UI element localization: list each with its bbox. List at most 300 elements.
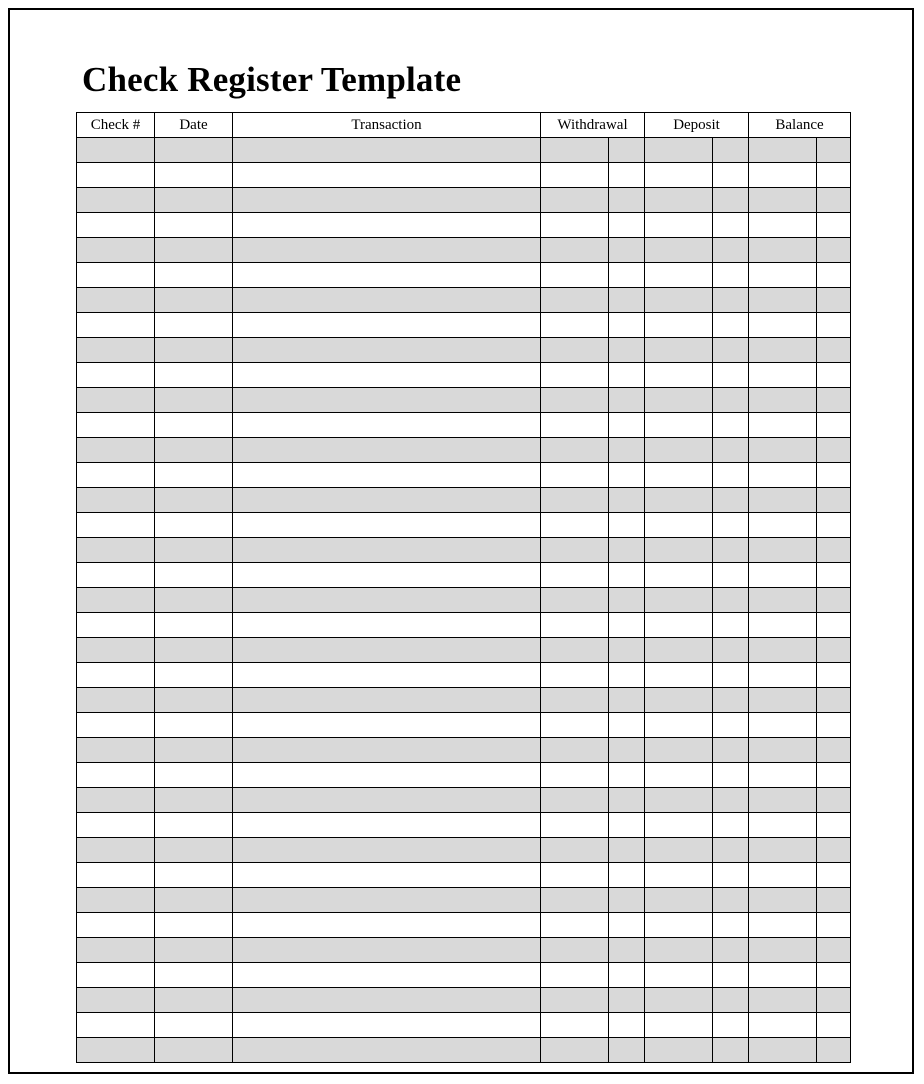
cell-deposit-dollars[interactable] [645, 588, 713, 613]
cell-balance-cents[interactable] [817, 263, 851, 288]
cell-transaction[interactable] [233, 138, 541, 163]
cell-date[interactable] [155, 538, 233, 563]
cell-date[interactable] [155, 763, 233, 788]
cell-withdrawal-dollars[interactable] [541, 913, 609, 938]
cell-deposit-dollars[interactable] [645, 738, 713, 763]
cell-deposit-dollars[interactable] [645, 963, 713, 988]
cell-check-number[interactable] [77, 713, 155, 738]
cell-withdrawal-dollars[interactable] [541, 638, 609, 663]
cell-withdrawal-cents[interactable] [609, 438, 645, 463]
cell-deposit-cents[interactable] [713, 338, 749, 363]
cell-withdrawal-dollars[interactable] [541, 338, 609, 363]
cell-deposit-dollars[interactable] [645, 288, 713, 313]
cell-balance-dollars[interactable] [749, 663, 817, 688]
cell-balance-dollars[interactable] [749, 388, 817, 413]
cell-transaction[interactable] [233, 738, 541, 763]
cell-balance-cents[interactable] [817, 388, 851, 413]
cell-deposit-dollars[interactable] [645, 1013, 713, 1038]
cell-transaction[interactable] [233, 263, 541, 288]
cell-date[interactable] [155, 988, 233, 1013]
cell-transaction[interactable] [233, 1038, 541, 1063]
cell-withdrawal-cents[interactable] [609, 563, 645, 588]
cell-deposit-cents[interactable] [713, 688, 749, 713]
cell-withdrawal-cents[interactable] [609, 1038, 645, 1063]
cell-check-number[interactable] [77, 963, 155, 988]
cell-check-number[interactable] [77, 188, 155, 213]
cell-check-number[interactable] [77, 788, 155, 813]
cell-balance-dollars[interactable] [749, 1013, 817, 1038]
cell-balance-cents[interactable] [817, 188, 851, 213]
cell-withdrawal-dollars[interactable] [541, 738, 609, 763]
cell-deposit-cents[interactable] [713, 288, 749, 313]
cell-balance-cents[interactable] [817, 663, 851, 688]
cell-deposit-cents[interactable] [713, 188, 749, 213]
cell-date[interactable] [155, 213, 233, 238]
cell-transaction[interactable] [233, 388, 541, 413]
cell-deposit-dollars[interactable] [645, 838, 713, 863]
cell-withdrawal-cents[interactable] [609, 488, 645, 513]
cell-transaction[interactable] [233, 613, 541, 638]
cell-balance-cents[interactable] [817, 838, 851, 863]
cell-transaction[interactable] [233, 188, 541, 213]
cell-balance-cents[interactable] [817, 913, 851, 938]
cell-deposit-cents[interactable] [713, 613, 749, 638]
cell-balance-cents[interactable] [817, 213, 851, 238]
cell-deposit-cents[interactable] [713, 513, 749, 538]
cell-balance-dollars[interactable] [749, 438, 817, 463]
cell-withdrawal-cents[interactable] [609, 838, 645, 863]
cell-withdrawal-dollars[interactable] [541, 363, 609, 388]
cell-withdrawal-dollars[interactable] [541, 863, 609, 888]
cell-check-number[interactable] [77, 588, 155, 613]
cell-date[interactable] [155, 813, 233, 838]
cell-balance-dollars[interactable] [749, 163, 817, 188]
cell-transaction[interactable] [233, 438, 541, 463]
cell-balance-dollars[interactable] [749, 363, 817, 388]
cell-withdrawal-cents[interactable] [609, 588, 645, 613]
cell-withdrawal-cents[interactable] [609, 938, 645, 963]
cell-transaction[interactable] [233, 338, 541, 363]
cell-withdrawal-dollars[interactable] [541, 488, 609, 513]
cell-balance-dollars[interactable] [749, 463, 817, 488]
cell-date[interactable] [155, 338, 233, 363]
cell-date[interactable] [155, 938, 233, 963]
cell-withdrawal-dollars[interactable] [541, 713, 609, 738]
cell-deposit-cents[interactable] [713, 838, 749, 863]
cell-balance-dollars[interactable] [749, 138, 817, 163]
cell-check-number[interactable] [77, 463, 155, 488]
cell-deposit-dollars[interactable] [645, 188, 713, 213]
cell-withdrawal-dollars[interactable] [541, 888, 609, 913]
cell-deposit-cents[interactable] [713, 163, 749, 188]
cell-check-number[interactable] [77, 1038, 155, 1063]
cell-date[interactable] [155, 138, 233, 163]
cell-date[interactable] [155, 263, 233, 288]
cell-deposit-dollars[interactable] [645, 788, 713, 813]
cell-balance-cents[interactable] [817, 888, 851, 913]
cell-transaction[interactable] [233, 913, 541, 938]
cell-deposit-cents[interactable] [713, 213, 749, 238]
cell-balance-cents[interactable] [817, 538, 851, 563]
cell-deposit-dollars[interactable] [645, 988, 713, 1013]
cell-deposit-cents[interactable] [713, 363, 749, 388]
cell-date[interactable] [155, 388, 233, 413]
cell-balance-dollars[interactable] [749, 213, 817, 238]
cell-deposit-cents[interactable] [713, 963, 749, 988]
cell-date[interactable] [155, 438, 233, 463]
cell-balance-cents[interactable] [817, 963, 851, 988]
cell-deposit-cents[interactable] [713, 1013, 749, 1038]
cell-transaction[interactable] [233, 238, 541, 263]
cell-transaction[interactable] [233, 588, 541, 613]
cell-balance-cents[interactable] [817, 788, 851, 813]
cell-check-number[interactable] [77, 438, 155, 463]
cell-withdrawal-cents[interactable] [609, 988, 645, 1013]
cell-withdrawal-cents[interactable] [609, 413, 645, 438]
cell-check-number[interactable] [77, 138, 155, 163]
cell-withdrawal-dollars[interactable] [541, 838, 609, 863]
cell-withdrawal-cents[interactable] [609, 663, 645, 688]
cell-deposit-dollars[interactable] [645, 563, 713, 588]
cell-deposit-dollars[interactable] [645, 388, 713, 413]
cell-balance-cents[interactable] [817, 688, 851, 713]
cell-date[interactable] [155, 463, 233, 488]
cell-check-number[interactable] [77, 663, 155, 688]
cell-check-number[interactable] [77, 1013, 155, 1038]
cell-check-number[interactable] [77, 538, 155, 563]
cell-withdrawal-cents[interactable] [609, 713, 645, 738]
cell-balance-dollars[interactable] [749, 263, 817, 288]
cell-transaction[interactable] [233, 463, 541, 488]
cell-withdrawal-dollars[interactable] [541, 688, 609, 713]
cell-balance-cents[interactable] [817, 513, 851, 538]
cell-deposit-cents[interactable] [713, 738, 749, 763]
cell-balance-cents[interactable] [817, 313, 851, 338]
cell-balance-cents[interactable] [817, 1013, 851, 1038]
cell-check-number[interactable] [77, 613, 155, 638]
cell-check-number[interactable] [77, 838, 155, 863]
cell-balance-dollars[interactable] [749, 963, 817, 988]
cell-balance-dollars[interactable] [749, 563, 817, 588]
cell-balance-dollars[interactable] [749, 188, 817, 213]
cell-withdrawal-cents[interactable] [609, 638, 645, 663]
cell-check-number[interactable] [77, 863, 155, 888]
cell-date[interactable] [155, 788, 233, 813]
cell-balance-dollars[interactable] [749, 738, 817, 763]
cell-check-number[interactable] [77, 413, 155, 438]
cell-deposit-cents[interactable] [713, 563, 749, 588]
cell-date[interactable] [155, 738, 233, 763]
cell-deposit-cents[interactable] [713, 638, 749, 663]
cell-deposit-cents[interactable] [713, 488, 749, 513]
cell-deposit-cents[interactable] [713, 938, 749, 963]
cell-balance-dollars[interactable] [749, 763, 817, 788]
cell-withdrawal-dollars[interactable] [541, 663, 609, 688]
cell-deposit-dollars[interactable] [645, 213, 713, 238]
cell-withdrawal-dollars[interactable] [541, 388, 609, 413]
cell-date[interactable] [155, 688, 233, 713]
cell-balance-dollars[interactable] [749, 813, 817, 838]
cell-deposit-cents[interactable] [713, 863, 749, 888]
cell-balance-cents[interactable] [817, 338, 851, 363]
cell-balance-cents[interactable] [817, 638, 851, 663]
cell-balance-cents[interactable] [817, 438, 851, 463]
cell-deposit-dollars[interactable] [645, 138, 713, 163]
cell-deposit-cents[interactable] [713, 138, 749, 163]
cell-transaction[interactable] [233, 663, 541, 688]
cell-transaction[interactable] [233, 863, 541, 888]
cell-check-number[interactable] [77, 513, 155, 538]
cell-balance-dollars[interactable] [749, 513, 817, 538]
cell-check-number[interactable] [77, 638, 155, 663]
cell-transaction[interactable] [233, 288, 541, 313]
cell-deposit-dollars[interactable] [645, 688, 713, 713]
cell-withdrawal-cents[interactable] [609, 513, 645, 538]
cell-date[interactable] [155, 913, 233, 938]
cell-transaction[interactable] [233, 563, 541, 588]
cell-withdrawal-dollars[interactable] [541, 538, 609, 563]
cell-deposit-dollars[interactable] [645, 938, 713, 963]
cell-withdrawal-cents[interactable] [609, 888, 645, 913]
cell-balance-dollars[interactable] [749, 913, 817, 938]
cell-date[interactable] [155, 588, 233, 613]
cell-deposit-cents[interactable] [713, 438, 749, 463]
cell-withdrawal-cents[interactable] [609, 163, 645, 188]
cell-balance-cents[interactable] [817, 813, 851, 838]
cell-check-number[interactable] [77, 313, 155, 338]
cell-deposit-cents[interactable] [713, 413, 749, 438]
cell-date[interactable] [155, 188, 233, 213]
cell-withdrawal-dollars[interactable] [541, 588, 609, 613]
cell-deposit-dollars[interactable] [645, 463, 713, 488]
cell-balance-cents[interactable] [817, 563, 851, 588]
cell-deposit-cents[interactable] [713, 713, 749, 738]
cell-withdrawal-dollars[interactable] [541, 963, 609, 988]
cell-check-number[interactable] [77, 488, 155, 513]
cell-balance-dollars[interactable] [749, 1038, 817, 1063]
cell-balance-cents[interactable] [817, 588, 851, 613]
cell-balance-dollars[interactable] [749, 313, 817, 338]
cell-balance-dollars[interactable] [749, 588, 817, 613]
cell-check-number[interactable] [77, 263, 155, 288]
cell-date[interactable] [155, 638, 233, 663]
cell-withdrawal-dollars[interactable] [541, 513, 609, 538]
cell-withdrawal-dollars[interactable] [541, 188, 609, 213]
cell-withdrawal-dollars[interactable] [541, 263, 609, 288]
cell-deposit-dollars[interactable] [645, 538, 713, 563]
cell-withdrawal-cents[interactable] [609, 288, 645, 313]
cell-deposit-dollars[interactable] [645, 163, 713, 188]
cell-check-number[interactable] [77, 888, 155, 913]
cell-balance-cents[interactable] [817, 163, 851, 188]
cell-deposit-cents[interactable] [713, 538, 749, 563]
cell-withdrawal-cents[interactable] [609, 138, 645, 163]
cell-balance-cents[interactable] [817, 763, 851, 788]
cell-deposit-dollars[interactable] [645, 888, 713, 913]
cell-date[interactable] [155, 1013, 233, 1038]
cell-deposit-cents[interactable] [713, 913, 749, 938]
cell-withdrawal-dollars[interactable] [541, 788, 609, 813]
cell-deposit-cents[interactable] [713, 763, 749, 788]
cell-transaction[interactable] [233, 963, 541, 988]
cell-balance-cents[interactable] [817, 988, 851, 1013]
cell-withdrawal-cents[interactable] [609, 263, 645, 288]
cell-check-number[interactable] [77, 938, 155, 963]
cell-check-number[interactable] [77, 213, 155, 238]
cell-balance-cents[interactable] [817, 863, 851, 888]
cell-check-number[interactable] [77, 163, 155, 188]
cell-withdrawal-cents[interactable] [609, 763, 645, 788]
cell-transaction[interactable] [233, 1013, 541, 1038]
cell-deposit-dollars[interactable] [645, 913, 713, 938]
cell-withdrawal-cents[interactable] [609, 688, 645, 713]
cell-balance-dollars[interactable] [749, 988, 817, 1013]
cell-balance-cents[interactable] [817, 363, 851, 388]
cell-balance-cents[interactable] [817, 713, 851, 738]
cell-balance-dollars[interactable] [749, 488, 817, 513]
cell-check-number[interactable] [77, 688, 155, 713]
cell-transaction[interactable] [233, 988, 541, 1013]
cell-balance-cents[interactable] [817, 463, 851, 488]
cell-transaction[interactable] [233, 538, 541, 563]
cell-deposit-dollars[interactable] [645, 813, 713, 838]
cell-balance-dollars[interactable] [749, 888, 817, 913]
cell-transaction[interactable] [233, 313, 541, 338]
cell-withdrawal-dollars[interactable] [541, 1013, 609, 1038]
cell-deposit-dollars[interactable] [645, 613, 713, 638]
cell-check-number[interactable] [77, 813, 155, 838]
cell-withdrawal-cents[interactable] [609, 538, 645, 563]
cell-withdrawal-cents[interactable] [609, 913, 645, 938]
cell-deposit-dollars[interactable] [645, 763, 713, 788]
cell-date[interactable] [155, 563, 233, 588]
cell-check-number[interactable] [77, 338, 155, 363]
cell-deposit-dollars[interactable] [645, 438, 713, 463]
cell-withdrawal-dollars[interactable] [541, 463, 609, 488]
cell-balance-dollars[interactable] [749, 713, 817, 738]
cell-transaction[interactable] [233, 813, 541, 838]
cell-withdrawal-cents[interactable] [609, 813, 645, 838]
cell-date[interactable] [155, 863, 233, 888]
cell-withdrawal-dollars[interactable] [541, 438, 609, 463]
cell-deposit-dollars[interactable] [645, 263, 713, 288]
cell-deposit-dollars[interactable] [645, 513, 713, 538]
cell-withdrawal-dollars[interactable] [541, 163, 609, 188]
cell-check-number[interactable] [77, 388, 155, 413]
cell-balance-dollars[interactable] [749, 688, 817, 713]
cell-withdrawal-dollars[interactable] [541, 288, 609, 313]
cell-balance-dollars[interactable] [749, 863, 817, 888]
cell-deposit-cents[interactable] [713, 388, 749, 413]
cell-transaction[interactable] [233, 213, 541, 238]
cell-transaction[interactable] [233, 413, 541, 438]
cell-deposit-cents[interactable] [713, 238, 749, 263]
cell-date[interactable] [155, 363, 233, 388]
cell-balance-dollars[interactable] [749, 638, 817, 663]
cell-withdrawal-dollars[interactable] [541, 313, 609, 338]
cell-deposit-dollars[interactable] [645, 863, 713, 888]
cell-date[interactable] [155, 238, 233, 263]
cell-deposit-dollars[interactable] [645, 313, 713, 338]
cell-withdrawal-dollars[interactable] [541, 238, 609, 263]
cell-withdrawal-cents[interactable] [609, 313, 645, 338]
cell-deposit-cents[interactable] [713, 1038, 749, 1063]
cell-check-number[interactable] [77, 738, 155, 763]
cell-date[interactable] [155, 313, 233, 338]
cell-date[interactable] [155, 488, 233, 513]
cell-withdrawal-cents[interactable] [609, 1013, 645, 1038]
cell-check-number[interactable] [77, 913, 155, 938]
cell-transaction[interactable] [233, 888, 541, 913]
cell-balance-dollars[interactable] [749, 338, 817, 363]
cell-transaction[interactable] [233, 163, 541, 188]
cell-withdrawal-dollars[interactable] [541, 813, 609, 838]
cell-deposit-cents[interactable] [713, 463, 749, 488]
cell-deposit-dollars[interactable] [645, 713, 713, 738]
cell-balance-cents[interactable] [817, 413, 851, 438]
cell-transaction[interactable] [233, 638, 541, 663]
cell-balance-cents[interactable] [817, 938, 851, 963]
cell-withdrawal-dollars[interactable] [541, 988, 609, 1013]
cell-transaction[interactable] [233, 363, 541, 388]
cell-check-number[interactable] [77, 763, 155, 788]
cell-withdrawal-cents[interactable] [609, 213, 645, 238]
cell-date[interactable] [155, 613, 233, 638]
cell-check-number[interactable] [77, 363, 155, 388]
cell-withdrawal-dollars[interactable] [541, 1038, 609, 1063]
cell-transaction[interactable] [233, 688, 541, 713]
cell-withdrawal-dollars[interactable] [541, 138, 609, 163]
cell-balance-cents[interactable] [817, 613, 851, 638]
cell-withdrawal-cents[interactable] [609, 963, 645, 988]
cell-balance-cents[interactable] [817, 288, 851, 313]
cell-deposit-cents[interactable] [713, 588, 749, 613]
cell-transaction[interactable] [233, 713, 541, 738]
cell-deposit-cents[interactable] [713, 788, 749, 813]
cell-withdrawal-dollars[interactable] [541, 213, 609, 238]
cell-date[interactable] [155, 288, 233, 313]
cell-deposit-cents[interactable] [713, 813, 749, 838]
cell-date[interactable] [155, 163, 233, 188]
cell-balance-cents[interactable] [817, 238, 851, 263]
cell-date[interactable] [155, 713, 233, 738]
cell-withdrawal-cents[interactable] [609, 363, 645, 388]
cell-transaction[interactable] [233, 838, 541, 863]
cell-deposit-cents[interactable] [713, 988, 749, 1013]
cell-withdrawal-cents[interactable] [609, 863, 645, 888]
cell-transaction[interactable] [233, 938, 541, 963]
cell-deposit-cents[interactable] [713, 888, 749, 913]
cell-deposit-cents[interactable] [713, 663, 749, 688]
cell-deposit-dollars[interactable] [645, 638, 713, 663]
cell-balance-dollars[interactable] [749, 538, 817, 563]
cell-withdrawal-cents[interactable] [609, 388, 645, 413]
cell-withdrawal-dollars[interactable] [541, 413, 609, 438]
cell-transaction[interactable] [233, 488, 541, 513]
cell-deposit-dollars[interactable] [645, 338, 713, 363]
cell-deposit-cents[interactable] [713, 313, 749, 338]
cell-transaction[interactable] [233, 763, 541, 788]
cell-balance-dollars[interactable] [749, 788, 817, 813]
cell-deposit-dollars[interactable] [645, 363, 713, 388]
cell-withdrawal-dollars[interactable] [541, 938, 609, 963]
cell-check-number[interactable] [77, 563, 155, 588]
cell-date[interactable] [155, 963, 233, 988]
cell-balance-cents[interactable] [817, 738, 851, 763]
cell-deposit-dollars[interactable] [645, 1038, 713, 1063]
cell-withdrawal-cents[interactable] [609, 238, 645, 263]
cell-deposit-dollars[interactable] [645, 663, 713, 688]
